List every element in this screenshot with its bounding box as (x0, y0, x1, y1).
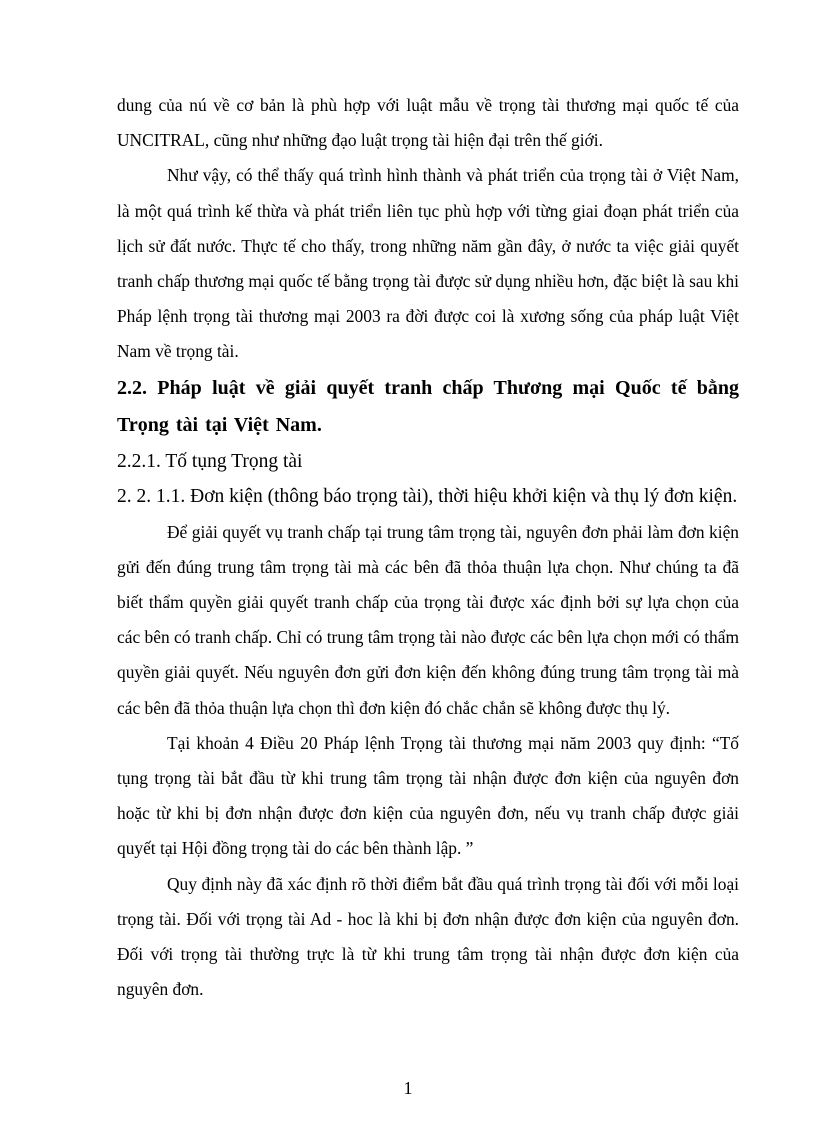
document-page (117, 88, 739, 1007)
section-heading-2-2: 2.2. Pháp luật về giải quyết tranh chấp Thương mại Quốc tế bằng Trọng tài tại Việt Nam. (117, 376, 739, 436)
subsection-heading-2-2-1: 2.2.1. Tố tụng Trọng tài (117, 450, 303, 472)
paragraph-start-time: Quy định này đã xác định rõ thời điểm bắt đầu quá trình trọng tài đối với mỗi loại trọng tài. Đối với trọng tài Ad - hoc là khi bị đơn nhận được đơn kiện của nguyên đơn. Đối với trọng tài thường trực là từ khi trung tâm trọng tài nhận được đơn kiện của nguyên đơn. (117, 873, 739, 1000)
page-number: 1 (403, 1078, 413, 1098)
paragraph-development-history: Như vậy, có thể thấy quá trình hình thành và phát triển của trọng tài ở Việt Nam, là một quá trình kế thừa và phát triển liên tục phù hợp với từng giai đoạn phát triển của lịch sử đất nước. Thực tế cho thấy, trong những năm gần đây, ở nước ta việc giải quyết tranh chấp thương mại quốc tế bằng trọng tài được sử dụng nhiều hơn, đặc biệt là sau khi Pháp lệnh trọng tài thương mại 2003 ra đời được coi là xương sống của pháp luật Việt Nam về trọng tài. (117, 165, 739, 362)
paragraph-legal-provision: Tại khoản 4 Điều 20 Pháp lệnh Trọng tài thương mại năm 2003 quy định: “Tố tụng trọng tài bắt đầu từ khi trung tâm trọng tài nhận được đơn kiện của nguyên đơn hoặc từ khi bị đơn nhận được đơn kiện của nguyên đơn, nếu vụ tranh chấp được giải quyết tại Hội đồng trọng tài do các bên thành lập. ” (117, 732, 739, 859)
paragraph-filing-claim: Để giải quyết vụ tranh chấp tại trung tâm trọng tài, nguyên đơn phải làm đơn kiện gửi đến đúng trung tâm trọng tài mà các bên đã thỏa thuận lựa chọn. Như chúng ta đã biết thẩm quyền giải quyết tranh chấp của trọng tài được xác định bởi sự lựa chọn của các bên có tranh chấp. Chỉ có trung tâm trọng tài nào được các bên lựa chọn mới có thẩm quyền giải quyết. Nếu nguyên đơn gửi đơn kiện đến không đúng trung tâm trọng tài mà các bên đã thỏa thuận lựa chọn thì đơn kiện đó chắc chắn sẽ không được thụ lý. (117, 521, 739, 718)
subsection-heading-2-2-1-1: 2. 2. 1.1. Đơn kiện (thông báo trọng tài), thời hiệu khởi kiện và thụ lý đơn kiện. (117, 485, 738, 507)
paragraph-continuation: dung của nú về cơ bản là phù hợp với luật mẫu về trọng tài thương mại quốc tế của UNCITRAL, cũng như những đạo luật trọng tài hiện đại trên thế giới. (117, 95, 739, 151)
